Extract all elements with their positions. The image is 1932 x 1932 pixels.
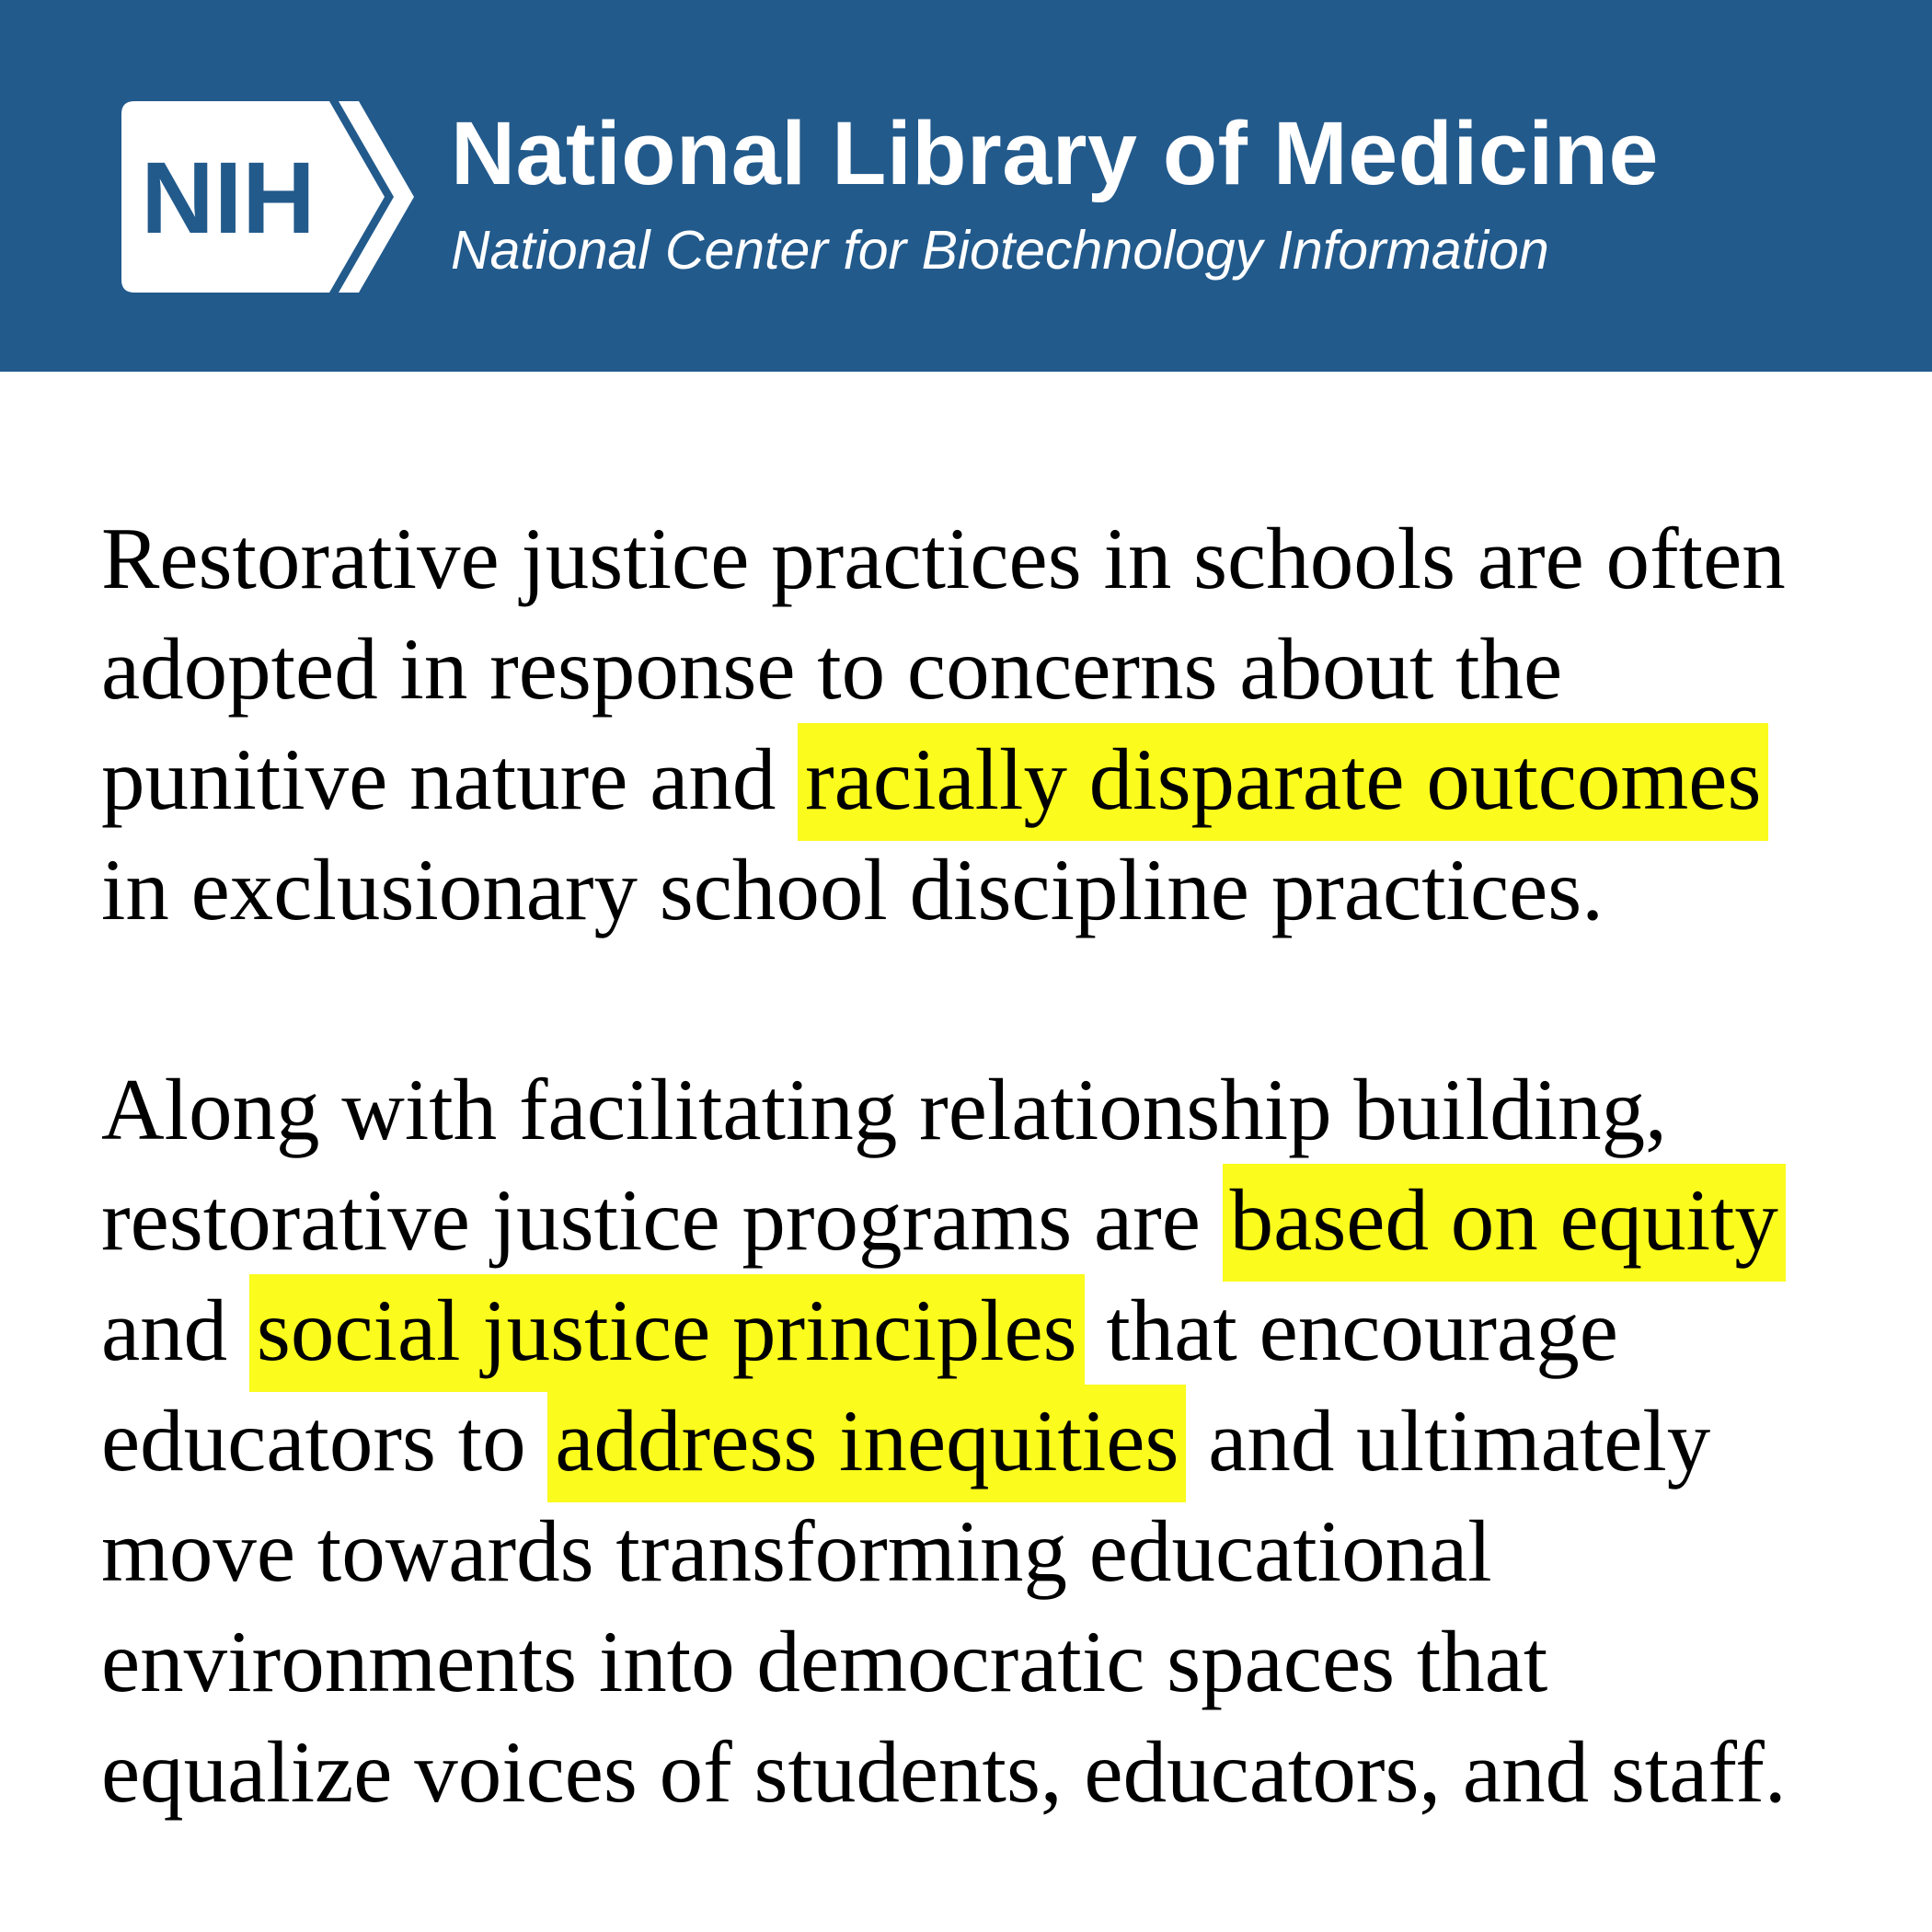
paragraph-2-line-1: Along with facilitating relationship building, — [101, 1061, 1667, 1158]
site-title: National Library of Medicine — [451, 103, 1659, 203]
line-text: and ultimately — [1186, 1392, 1711, 1489]
paragraph-1-line-3 — [101, 724, 1904, 834]
paragraph-2-line-7: equalize voices of students, educators, and staff. — [101, 1723, 1787, 1821]
highlight-racially-disparate-outcomes: racially disparate outcomes — [798, 723, 1768, 841]
paragraph-2 — [101, 1054, 1904, 1827]
site-subtitle: National Center for Biotechnology Information — [451, 220, 1549, 281]
highlight-social-justice-principles: social justice principles — [249, 1274, 1085, 1392]
nih-logo-text: NIH — [141, 142, 316, 255]
paragraph-1 — [101, 503, 1904, 945]
paragraph-1-line-4: in exclusionary school discipline practices. — [101, 841, 1604, 938]
paragraph-2-line-2 — [101, 1165, 1904, 1275]
header-banner — [0, 0, 1932, 372]
paragraph-1-line-1: Restorative justice practices in schools are often — [101, 510, 1786, 607]
nih-logo-icon — [121, 101, 416, 293]
line-text: punitive nature and — [101, 730, 799, 828]
paragraph-1-line-2: adopted in response to concerns about the — [101, 620, 1563, 718]
line-text: and — [101, 1282, 249, 1379]
paragraph-2-line-4 — [101, 1386, 1904, 1496]
line-text: restorative justice programs are — [101, 1171, 1223, 1269]
paragraph-2-line-6: environments into democratic spaces that — [101, 1613, 1548, 1710]
line-text: educators to — [101, 1392, 548, 1489]
paragraph-2-line-3 — [101, 1275, 1904, 1386]
highlight-address-inequities: address inequities — [547, 1385, 1186, 1502]
highlight-based-on-equity: based on equity — [1223, 1164, 1786, 1282]
paragraph-2-line-5: move towards transforming educational — [101, 1502, 1492, 1600]
line-text: that encourage — [1084, 1282, 1618, 1379]
